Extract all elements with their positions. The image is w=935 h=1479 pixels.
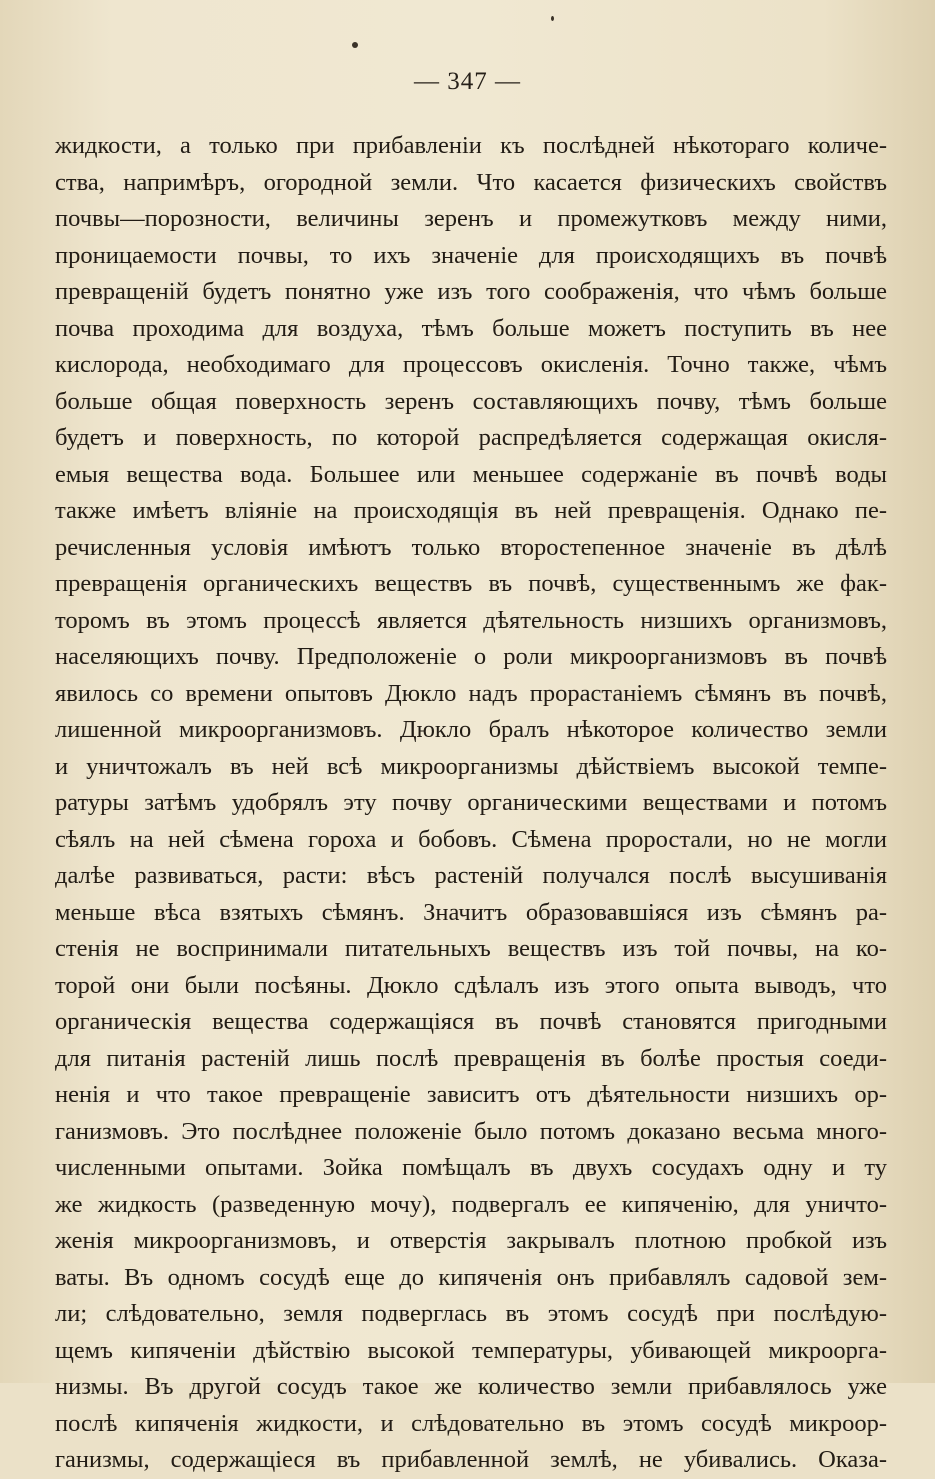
text-line: жидкости, а только при прибавленіи къ послѣдней нѣкотораго количе- — [55, 132, 887, 159]
text-line: стенія не воспринимали питательныхъ веществъ изъ той почвы, на ко- — [55, 935, 887, 962]
text-line: проницаемости почвы, то ихъ значеніе для происходящихъ въ почвѣ — [55, 241, 887, 269]
text-line: почва проходима для воздуха, тѣмъ больше можетъ поступить въ нее — [55, 314, 887, 342]
text-line: ратуры затѣмъ удобрялъ эту почву органическими веществами и потомъ — [55, 789, 887, 816]
text-line: речисленныя условія имѣютъ только второстепенное значеніе въ дѣлѣ — [55, 533, 887, 561]
text-line: будетъ и поверхность, по которой распредѣляется содержащая окисля- — [55, 424, 887, 451]
text-line: для питанія растеній лишь послѣ превращенія въ болѣе простыя соеди- — [55, 1044, 887, 1072]
text-line: ганизмовъ. Это послѣднее положеніе было потомъ доказано весьма много- — [55, 1117, 887, 1145]
text-line: далѣе развиваться, расти: вѣсъ растеній получался послѣ высушиванія — [55, 862, 887, 889]
text-line: лишенной микроорганизмовъ. Дюкло бралъ нѣкоторое количество земли — [55, 716, 887, 743]
text-line: торомъ въ этомъ процессѣ является дѣятельность низшихъ организмовъ, — [55, 606, 887, 634]
text-line: превращеній будетъ понятно уже изъ того соображенія, что чѣмъ больше — [55, 278, 887, 305]
text-line: также имѣетъ вліяніе на происходящія въ ней превращенія. Однако пе- — [55, 497, 887, 524]
text-line: ненія и что такое превращеніе зависитъ отъ дѣятельности низшихъ ор- — [55, 1081, 887, 1108]
text-line: женія микроорганизмовъ, и отверстія закрывалъ плотною пробкой изъ — [55, 1227, 887, 1254]
text-line: ства, напримѣръ, огородной земли. Что касается физическихъ свойствъ — [55, 168, 887, 196]
text-line: емыя вещества вода. Большее или меньшее содержаніе въ почвѣ воды — [55, 460, 887, 488]
text-line: низмы. Въ другой сосудъ такое же количество земли прибавлялось уже — [55, 1373, 887, 1400]
text-line: кислорода, необходимаго для процессовъ окисленія. Точно также, чѣмъ — [55, 351, 887, 378]
text-line: же жидкость (разведенную мочу), подвергалъ ее кипяченію, для уничто- — [55, 1190, 887, 1218]
text-line: численными опытами. Зойка помѣщалъ въ двухъ сосудахъ одну и ту — [55, 1154, 887, 1181]
text-line: меньше вѣса взятыхъ сѣмянъ. Значитъ образовавшіяся изъ сѣмянъ ра- — [55, 898, 887, 926]
text-line: органическія вещества содержащіяся въ почвѣ становятся пригодными — [55, 1008, 887, 1035]
text-line: населяющихъ почву. Предположеніе о роли микроорганизмовъ въ почвѣ — [55, 643, 887, 670]
text-line: больше общая поверхность зеренъ составляющихъ почву, тѣмъ больше — [55, 387, 887, 415]
text-line: ганизмы, содержащіеся въ прибавленной землѣ, не убивались. Оказа- — [55, 1446, 887, 1473]
text-line: превращенія органическихъ веществъ въ почвѣ, существеннымъ же фак- — [55, 570, 887, 597]
text-line: щемъ кипяченіи дѣйствію высокой температуры, убивающей микроорга- — [55, 1336, 887, 1364]
page-number: — 347 — — [414, 68, 521, 95]
ink-speck — [352, 42, 358, 48]
text-line: явилось со времени опытовъ Дюкло надъ прорастаніемъ сѣмянъ въ почвѣ, — [55, 679, 887, 707]
ink-speck — [551, 16, 554, 21]
text-line: послѣ кипяченія жидкости, и слѣдовательно въ этомъ сосудѣ микроор- — [55, 1409, 887, 1437]
text-line: почвы—порозности, величины зеренъ и промежутковъ между ними, — [55, 205, 887, 232]
text-line: ли; слѣдовательно, земля подверглась въ этомъ сосудѣ при послѣдую- — [55, 1300, 887, 1327]
text-line: ваты. Въ одномъ сосудѣ еще до кипяченія онъ прибавлялъ садовой зем- — [55, 1263, 887, 1291]
text-line: торой они были посѣяны. Дюкло сдѣлалъ изъ этого опыта выводъ, что — [55, 971, 887, 999]
text-line: и уничтожалъ въ ней всѣ микроорганизмы дѣйствіемъ высокой темпе- — [55, 752, 887, 780]
text-line: сѣялъ на ней сѣмена гороха и бобовъ. Сѣмена проростали, но не могли — [55, 825, 887, 853]
body-text — [55, 128, 887, 1479]
